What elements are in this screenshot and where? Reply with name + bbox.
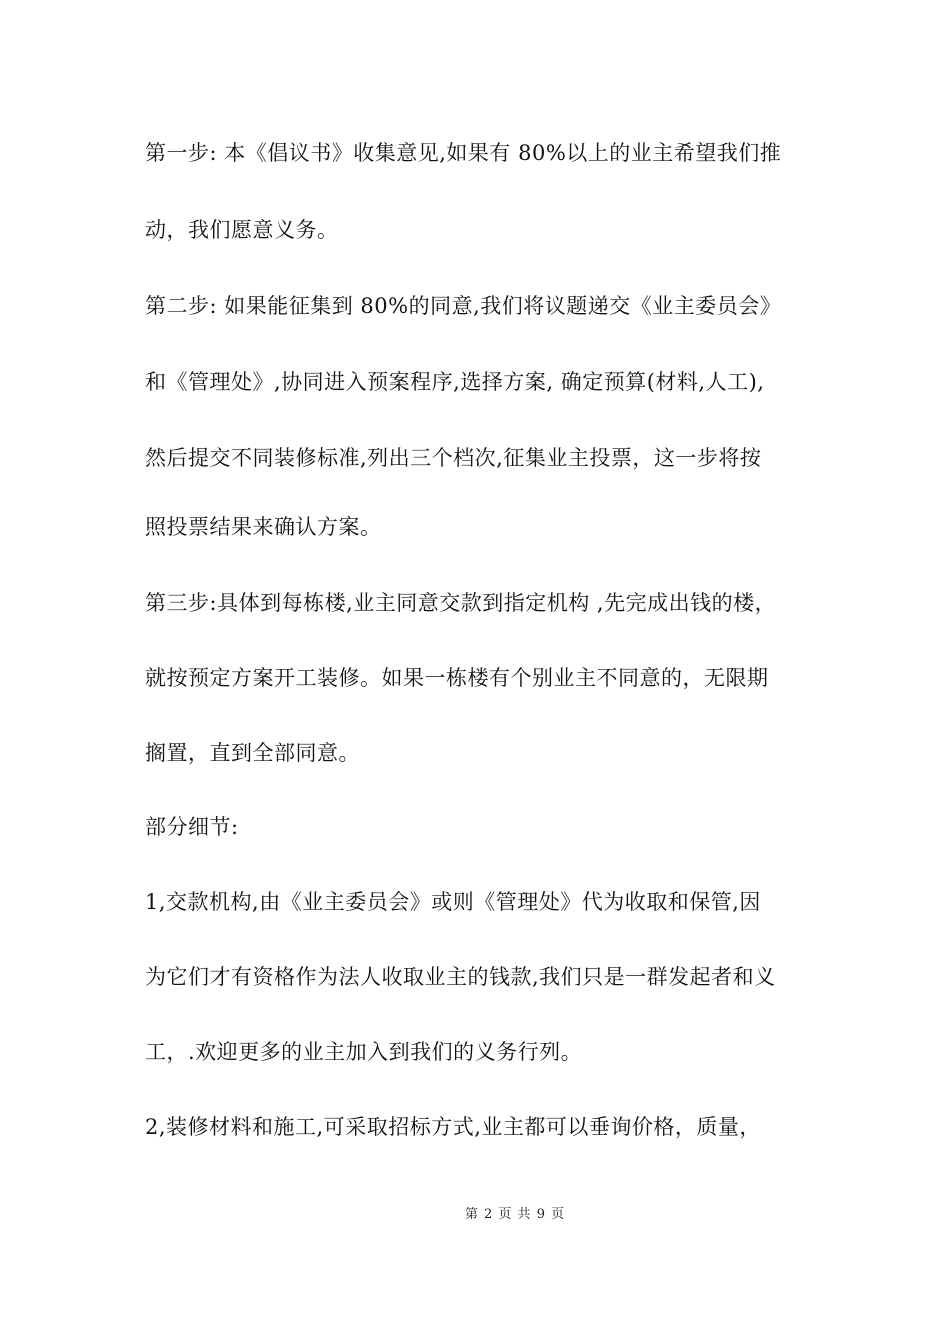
text-line-14: 2,装修材料和施工,可采取招标方式,业主都可以垂询价格，质量， — [145, 1115, 761, 1139]
text-line-11: 1,交款机构,由《业主委员会》或则《管理处》代为收取和保管,因 — [145, 890, 761, 914]
text-line-12: 为它们才有资格作为法人收取业主的钱款,我们只是一群发起者和义 — [145, 965, 776, 989]
text-line-6: 照投票结果来确认方案。 — [145, 515, 382, 539]
text-line-7: 第三步:具体到每栋楼,业主同意交款到指定机构 ,先完成出钱的楼， — [145, 591, 777, 615]
text-line-8: 就按预定方案开工装修。如果一栋楼有个别业主不同意的，无限期 — [145, 666, 769, 690]
text-line-2: 动，我们愿意义务。 — [145, 218, 339, 242]
text-line-1: 第一步: 本《倡议书》收集意见,如果有 80%以上的业主希望我们推 — [145, 141, 782, 165]
text-line-4: 和《管理处》,协同进入预案程序,选择方案, 确定预算(材料,人工), — [145, 370, 765, 394]
page-footer: 第 2 页 共 9 页 — [464, 1207, 566, 1222]
text-line-5: 然后提交不同装修标准,列出三个档次,征集业主投票，这一步将按 — [145, 446, 762, 470]
text-line-13: 工，.欢迎更多的业主加入到我们的义务行列。 — [145, 1040, 583, 1064]
section-heading: 部分细节: — [145, 815, 239, 839]
text-line-3: 第二步: 如果能征集到 80%的同意,我们将议题递交《业主委员会》 — [145, 294, 782, 318]
text-line-9: 搁置，直到全部同意。 — [145, 741, 360, 765]
